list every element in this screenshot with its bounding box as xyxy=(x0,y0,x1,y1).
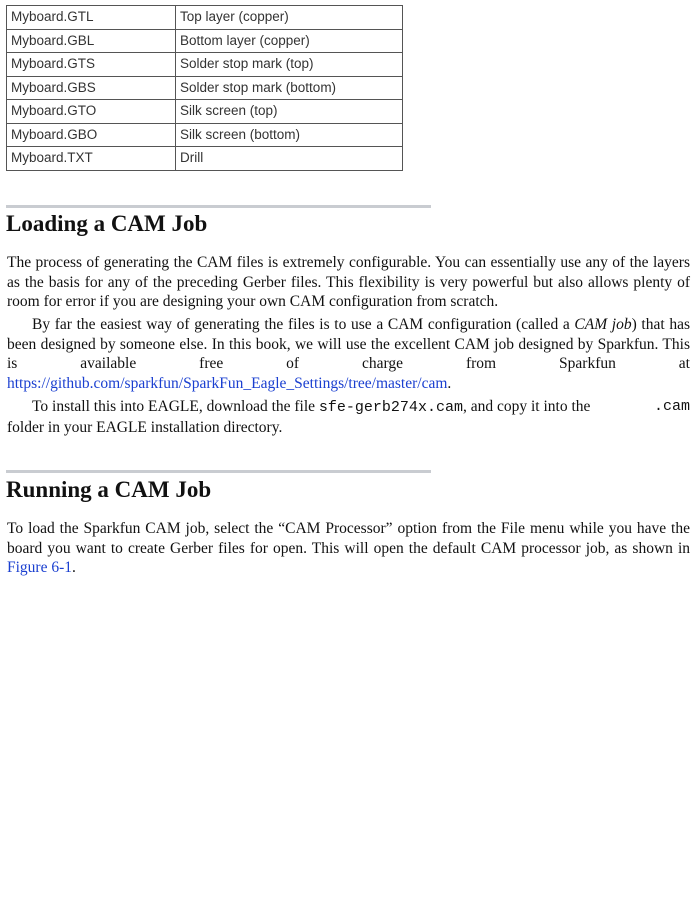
emphasis-cam-job: CAM job xyxy=(574,316,632,333)
table-row xyxy=(7,147,403,171)
table-row xyxy=(7,6,403,30)
file-name-cell: Myboard.GTL xyxy=(7,6,176,30)
sparkfun-github-link[interactable]: https://github.com/sparkfun/SparkFun_Eagle_Settings/tree/master/cam xyxy=(7,375,448,392)
file-name-cell: Myboard.GTS xyxy=(7,53,176,77)
table-row xyxy=(7,53,403,77)
file-description-cell: Silk screen (top) xyxy=(176,100,403,124)
section-rule xyxy=(6,205,431,208)
code-folder: .cam xyxy=(653,398,690,415)
code-filename: sfe-gerb274x.cam xyxy=(318,399,463,416)
table-row xyxy=(7,123,403,147)
table-row xyxy=(7,29,403,53)
file-name-cell: Myboard.GBL xyxy=(7,29,176,53)
paragraph: By far the easiest way of generating the files is to use a CAM configuration (called a CAM job) that has been designed by someone else. In this book, we will use the excellent CAM job designed by Sparkfun. This is available free of charge from Sparkfun at xyxy=(7,316,691,372)
heading-running-cam-job: Running a CAM Job xyxy=(6,477,212,502)
file-name-cell: Myboard.GBO xyxy=(7,123,176,147)
paragraph-link-line: https://github.com/sparkfun/SparkFun_Eagle_Settings/tree/master/cam. xyxy=(7,375,452,392)
file-description-cell: Solder stop mark (top) xyxy=(176,53,403,77)
file-name-cell: Myboard.GTO xyxy=(7,100,176,124)
heading-loading-cam-job: Loading a CAM Job xyxy=(6,211,208,236)
file-description-cell: Solder stop mark (bottom) xyxy=(176,76,403,100)
table-row xyxy=(7,100,403,124)
file-description-cell: Drill xyxy=(176,147,403,171)
paragraph: To load the Sparkfun CAM job, select the “CAM Processor” option from the File menu while you have the board you want to create Gerber files for open. This will open the default CAM processor job, as shown in Figure 6-1. xyxy=(7,520,690,576)
file-name-cell: Myboard.TXT xyxy=(7,147,176,171)
file-description-cell: Top layer (copper) xyxy=(176,6,403,30)
gerber-file-table xyxy=(6,5,403,171)
file-name-cell: Myboard.GBS xyxy=(7,76,176,100)
table-row xyxy=(7,76,403,100)
section-rule xyxy=(6,470,431,473)
figure-6-1-link[interactable]: Figure 6-1 xyxy=(7,559,73,576)
file-description-cell: Bottom layer (copper) xyxy=(176,29,403,53)
paragraph: The process of generating the CAM files is extremely configurable. You can essentially use any of the layers as the basis for any of the preceding Gerber files. This flexibility is very powerful but also allows plenty of room for error if you are designing your own CAM configuration from scratch. xyxy=(7,254,690,310)
paragraph: To install this into EAGLE, download the file sfe-gerb274x.cam, and copy it into the .cam folder in your EAGLE installation directory. xyxy=(7,398,690,436)
file-description-cell: Silk screen (bottom) xyxy=(176,123,403,147)
